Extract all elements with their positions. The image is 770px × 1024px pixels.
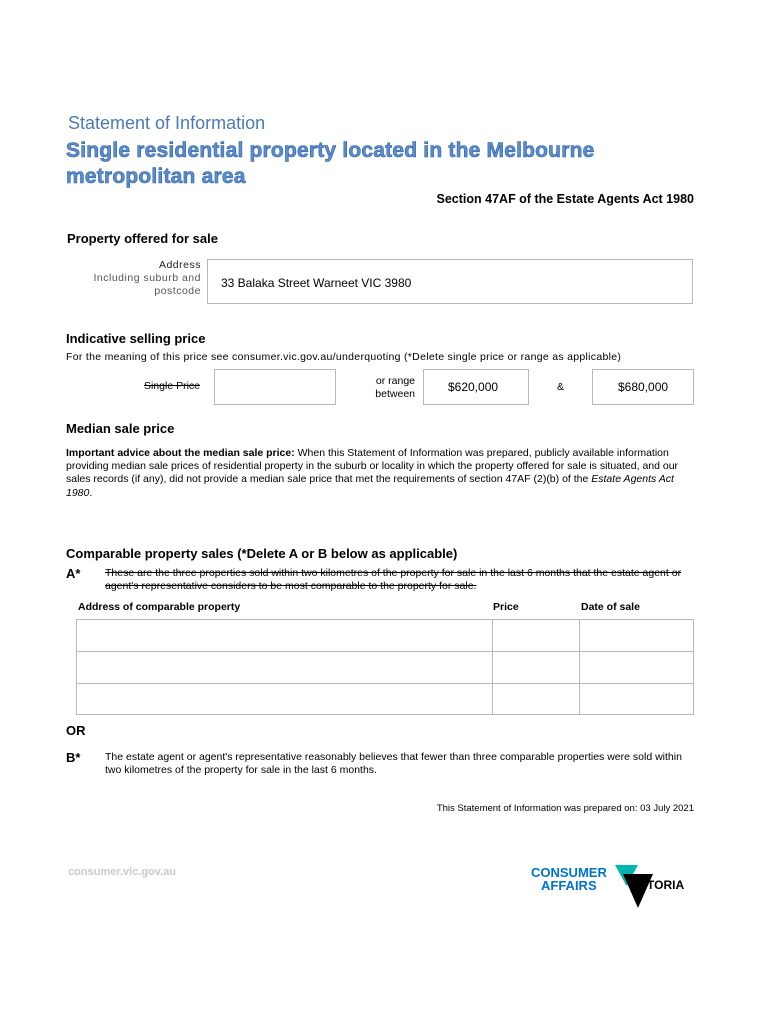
table-row[interactable]	[77, 620, 492, 651]
option-b-label: B*	[66, 750, 81, 765]
table-divider	[492, 620, 493, 714]
logo-line1: CONSUMER	[531, 865, 607, 880]
col-header-address: Address of comparable property	[78, 601, 241, 613]
comparable-table	[76, 619, 694, 715]
act-reference: Section 47AF of the Estate Agents Act 1980	[436, 192, 694, 206]
address-sublabel-2: postcode	[154, 285, 201, 297]
or-label: OR	[66, 723, 86, 738]
address-field[interactable]: 33 Balaka Street Warneet VIC 3980	[207, 259, 693, 304]
median-section-title: Median sale price	[66, 421, 175, 436]
indicative-note: For the meaning of this price see consumer.vic.gov.au/underquoting (*Delete single price or range as applicable)	[66, 351, 622, 363]
comparable-section-title: Comparable property sales (*Delete A or B below as applicable)	[66, 546, 458, 561]
median-advice-end: .	[89, 486, 93, 499]
range-ampersand: &	[557, 381, 565, 393]
median-advice-text: When this Statement of Information was prepared, publicly available information providing median sale prices of residential property in the suburb or locality in which the property offered for sale is situated, and our sales records (if any), did not provide a median sale price that met the requirements of section 47AF (2)(b) of the	[66, 447, 679, 486]
footer-url[interactable]: consumer.vic.gov.au	[68, 866, 177, 878]
range-low-field[interactable]: $620,000	[423, 369, 529, 405]
single-price-field[interactable]	[214, 369, 336, 405]
main-heading: Single residential property located in the Melbourne metropolitan area	[66, 139, 595, 188]
option-a-label: A*	[66, 566, 81, 581]
address-label: Address	[158, 259, 201, 271]
median-advice-bold: Important advice about the median sale price:	[66, 447, 295, 459]
median-advice	[66, 447, 691, 500]
table-divider	[579, 620, 580, 714]
prepared-date: This Statement of Information was prepared on: 03 July 2021	[436, 803, 694, 814]
option-b-text: The estate agent or agent's representative reasonably believes that fewer than three comparable properties were sold within two kilometres of the property for sale in the last 6 months.	[105, 751, 682, 776]
consumer-affairs-victoria-logo	[531, 862, 701, 912]
or-range-line2: between	[375, 388, 415, 400]
col-header-date: Date of sale	[581, 601, 640, 613]
option-a-text: These are the three properties sold within two kilometres of the property for sale in the last 6 months that the estate agent or agent's representative considers to be most comparable to the property for sale.	[105, 567, 682, 592]
range-high-field[interactable]: $680,000	[592, 369, 694, 405]
indicative-section-title: Indicative selling price	[66, 331, 206, 346]
address-sublabel-1: Including suburb and	[93, 272, 201, 284]
logo-graphic	[531, 862, 701, 912]
logo-line2: AFFAIRS	[541, 878, 597, 893]
median-advice-act: Estate Agents Act 1980	[66, 473, 674, 499]
table-row[interactable]	[77, 684, 492, 715]
or-range-label	[355, 375, 415, 401]
or-range-line1: or range	[375, 375, 415, 387]
address-label-group	[66, 259, 201, 298]
table-row[interactable]	[77, 652, 492, 683]
col-header-price: Price	[493, 601, 519, 613]
logo-line3: VICTORIA	[627, 878, 685, 892]
property-section-title: Property offered for sale	[67, 231, 218, 246]
single-price-label: Single Price	[143, 380, 200, 392]
document-title: Statement of Information	[68, 113, 266, 133]
